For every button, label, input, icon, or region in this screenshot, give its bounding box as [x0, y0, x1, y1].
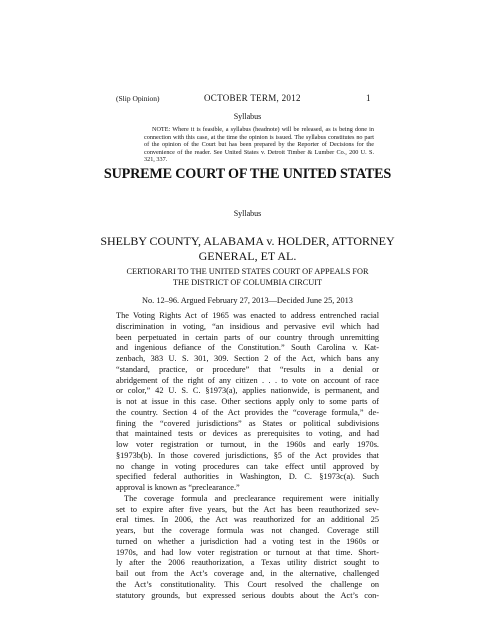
- docket-and-dates: No. 12–96. Argued February 27, 2013—Decided June 25, 2013: [142, 296, 353, 305]
- body-line: §1973b(b). In those covered jurisdictions, §5 of the Act provides that: [116, 450, 379, 460]
- body-line: no change in voting procedures can take effect until approved by: [116, 461, 379, 471]
- syllabus-body: [116, 311, 379, 601]
- syllabus-label-top: Syllabus: [233, 112, 262, 121]
- certiorari-line-2: THE DISTRICT OF COLUMBIA CIRCUIT: [172, 278, 323, 287]
- body-line: low voter registration or turnout, in the 1960s and early 1970s.: [116, 440, 379, 449]
- term-heading: OCTOBER TERM, 2012: [204, 93, 301, 103]
- body-line: or color,” 42 U. S. C. §1973(a), applies nationwide, is permanent, and: [116, 386, 379, 396]
- body-line: the country. Section 4 of the Act provides the “coverage formula,” de-: [116, 407, 379, 417]
- page-number: 1: [366, 93, 371, 103]
- body-line: The Voting Rights Act of 1965 was enacted to address entrenched racial: [116, 311, 379, 320]
- body-line: bail out from the Act’s coverage and, in the alternative, challenged: [116, 569, 379, 578]
- case-caption: [0, 234, 495, 264]
- body-line: statutory grounds, but expressed serious doubts about the Act’s con-: [116, 590, 379, 600]
- body-line: been perpetuated in certain parts of our country through unremitting: [116, 332, 379, 342]
- syllabus-label: Syllabus: [233, 209, 262, 218]
- body-line: discrimination in voting, “an insidious and pervasive evil which had: [116, 321, 379, 331]
- body-line: fining the “covered jurisdictions” as States or political subdivisions: [116, 418, 379, 428]
- case-caption-line-2: GENERAL, ET AL.: [198, 249, 297, 263]
- body-line: zenbach, 383 U. S. 301, 309. Section 2 of the Act, which bans any: [116, 354, 379, 363]
- body-line: approval is known as “preclearance.”: [116, 483, 240, 492]
- body-line: specified federal authorities in Washington, D. C. §1973c(a). Such: [116, 472, 379, 482]
- body-line: set to expire after five years, but the Act has been reauthorized sev-: [116, 504, 379, 514]
- body-line: the Act’s constitutionality. This Court resolved the challenge on: [116, 579, 379, 589]
- reporter-note: NOTE: Where it is feasible, a syllabus (headnote) will be released, as is being done in connection with this case, at the time the opinion is issued. The syllabus constitutes no part of the opinion of the Court but has been prepared by the Reporter of Decisions for the convenience of the reader. See United States v. Detroit Timber & Lumber Co., 200 U. S. 321, 337.: [144, 126, 374, 164]
- body-line: years, but the coverage formula was not changed. Coverage still: [116, 526, 379, 535]
- body-line: The coverage formula and preclearance requirement were initially: [124, 493, 379, 503]
- slip-opinion-label: (Slip Opinion): [116, 94, 160, 103]
- body-line: and ingenious defiance of the Constitution.” South Carolina v. Kat-: [116, 343, 379, 353]
- body-line: abridgement of the right of any citizen . . . to vote on account of race: [116, 375, 379, 385]
- body-line: that maintained tests or devices as prerequisites to voting, and had: [116, 429, 379, 439]
- body-line: “standard, practice, or procedure” that “results in a denial or: [116, 364, 379, 374]
- court-name: SUPREME COURT OF THE UNITED STATES: [103, 166, 392, 182]
- body-line: ly after the 2006 reauthorization, a Texas utility district sought to: [116, 558, 379, 568]
- body-line: eral times. In 2006, the Act was reauthorized for an additional 25: [116, 515, 379, 525]
- certiorari-line-1: CERTIORARI TO THE UNITED STATES COURT OF APPEALS FOR: [126, 267, 369, 276]
- body-line: is not at issue in this case. Other sections apply only to some parts of: [116, 397, 379, 406]
- body-line: turned on whether a jurisdiction had a voting test in the 1960s or: [116, 536, 379, 546]
- case-caption-line-1: SHELBY COUNTY, ALABAMA v. HOLDER, ATTORNEY: [100, 234, 395, 248]
- body-line: 1970s, and had low voter registration or turnout at that time. Short-: [116, 547, 379, 557]
- certiorari-line: [0, 266, 495, 288]
